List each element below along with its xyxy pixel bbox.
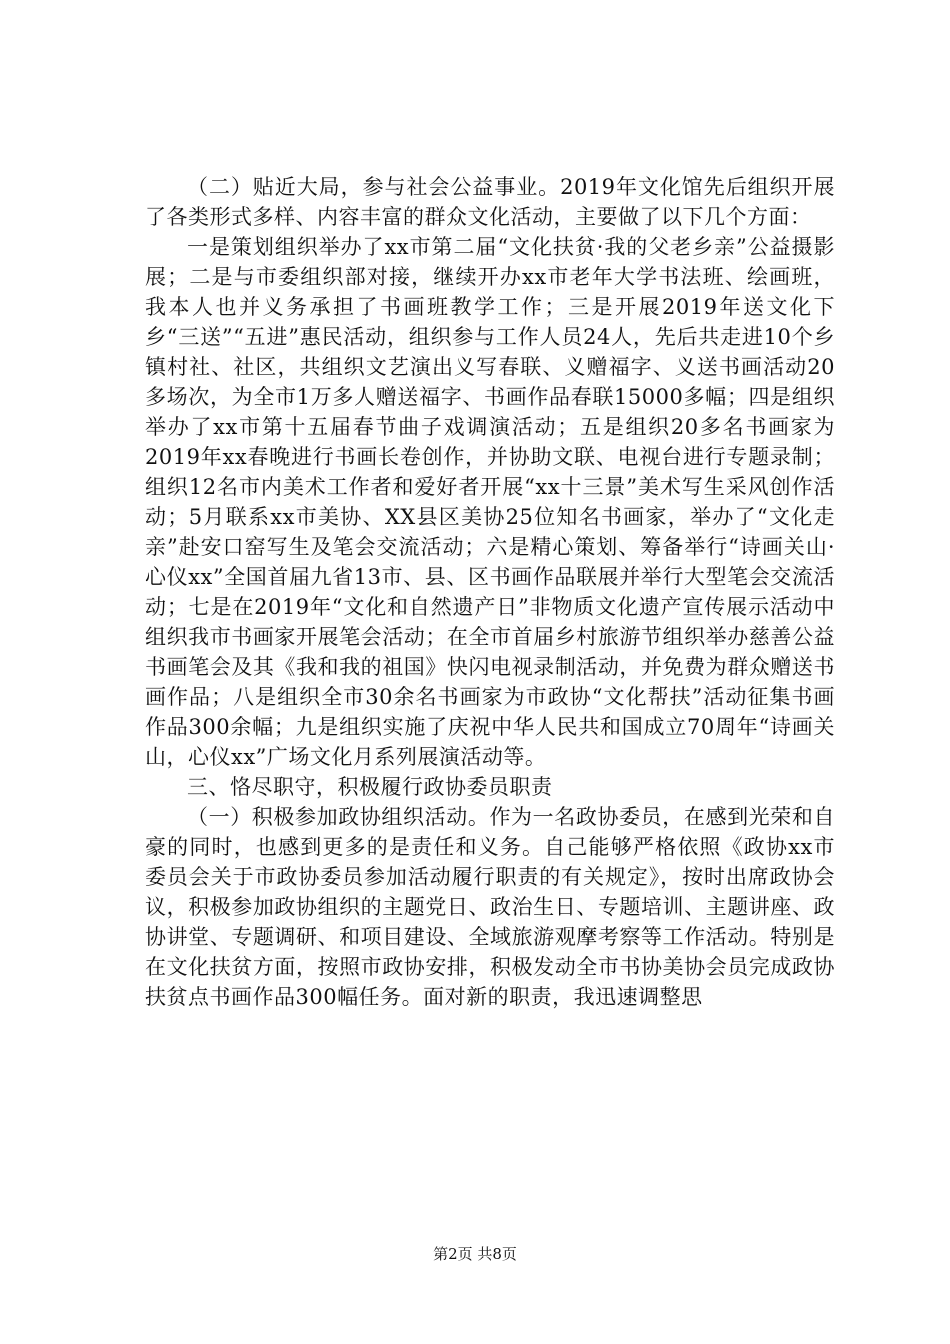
paragraph-cppcc-activities: （一）积极参加政协组织活动。作为一名政协委员，在感到光荣和自豪的同时，也感到更多的是责任和义务。自己能够严格依照《政协xx市委员会关于市政协委员参加活动履行职责的有关规定》，按时出席政协会议，积极参加政协组织的主题党日、政治生日、专题培训、主题讲座、政协讲堂、专题调研、和项目建设、全域旅游观摩考察等工作活动。特别是在文化扶贫方面，按照市政协安排，积极发动全市书协美协会员完成政协扶贫点书画作品300幅任务。面对新的职责，我迅速调整思 [145, 805, 835, 1009]
document-body [145, 172, 835, 1012]
section-heading-duties: 三、恪尽职守，积极履行政协委员职责 [187, 775, 553, 799]
page-footer [0, 1244, 950, 1264]
page-indicator: 第2页 共8页 [433, 1245, 517, 1263]
paragraph-public-welfare-intro: （二）贴近大局，参与社会公益事业。2019年文化馆先后组织开展了各类形式多样、内容丰富的群众文化活动，主要做了以下几个方面： [145, 175, 835, 229]
paragraph-activities-list: 一是策划组织举办了xx市第二届“文化扶贫·我的父老乡亲”公益摄影展；二是与市委组织部对接，继续开办xx市老年大学书法班、绘画班，我本人也并义务承担了书画班教学工作；三是开展2019年送文化下乡“三送”“五进”惠民活动，组织参与工作人员24人，先后共走进10个乡镇村社、社区，共组织文艺演出义写春联、义赠福字、义送书画活动20多场次，为全市1万多人赠送福字、书画作品春联15000多幅；四是组织举办了xx市第十五届春节曲子戏调演活动；五是组织20多名书画家为2019年xx春晚进行书画长卷创作，并协助文联、电视台进行专题录制；组织12名市内美术工作者和爱好者开展“xx十三景”美术写生采风创作活动；5月联系xx市美协、XX县区美协25位知名书画家，举办了“文化走亲”赴安口窑写生及笔会交流活动；六是精心策划、筹备举行“诗画关山·心仪xx”全国首届九省13市、县、区书画作品联展并举行大型笔会交流活动；七是在2019年“文化和自然遗产日”非物质文化遗产宣传展示活动中组织我市书画家开展笔会活动；在全市首届乡村旅游节组织举办慈善公益书画笔会及其《我和我的祖国》快闪电视录制活动，并免费为群众赠送书画作品；八是组织全市30余名书画家为市政协“文化帮扶”活动征集书画作品300余幅；九是组织实施了庆祝中华人民共和国成立70周年“诗画关山，心仪xx”广场文化月系列展演活动等。 [145, 235, 835, 769]
